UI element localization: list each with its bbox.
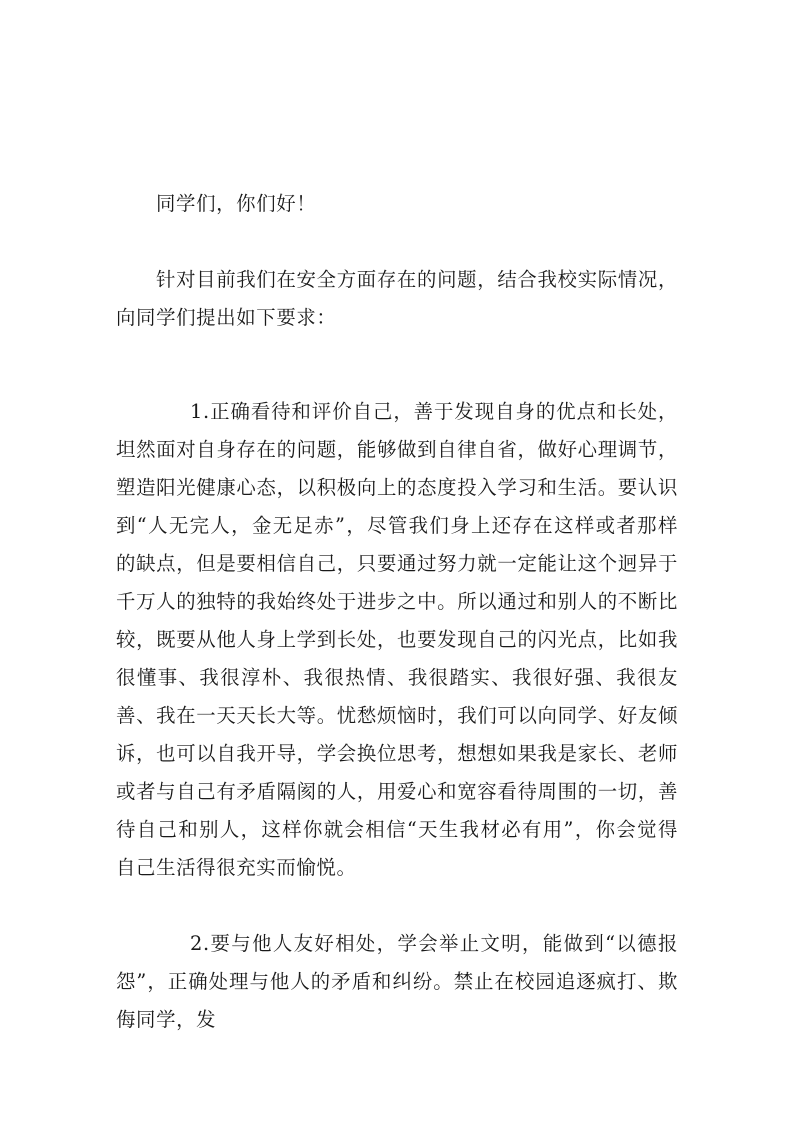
- greeting-paragraph: 同学们，你们好！: [156, 192, 317, 215]
- intro-paragraph: 针对目前我们在安全方面存在的问题，结合我校实际情况，向同学们提出如下要求：: [116, 268, 678, 329]
- requirement-item-2: 2.要与他人友好相处，学会举止文明，能做到“以德报怨”，正确处理与他人的矛盾和纠纷。禁止在校园追逐疯打、欺侮同学，发: [116, 932, 678, 1031]
- requirement-item-1: 1.正确看待和评价自己，善于发现自身的优点和长处，坦然面对自身存在的问题，能够做到自律自省，做好心理调节，塑造阳光健康心态，以积极向上的态度投入学习和生活。要认识到“人无完人，金无足赤”，尽管我们身上还存在这样或者那样的缺点，但是要相信自己，只要通过努力就一定能让这个迥异于千万人的独特的我始终处于进步之中。所以通过和别人的不断比较，既要从他人身上学到长处，也要发现自己的闪光点，比如我很懂事、我很淳朴、我很热情、我很踏实、我很好强、我很友善、我在一天天长大等。忧愁烦恼时，我们可以向同学、好友倾诉，也可以自我开导，学会换位思考，想想如果我是家长、老师或者与自己有矛盾隔阂的人，用爱心和宽容看待周围的一切，善待自己和别人，这样你就会相信“天生我材必有用”，你会觉得自己生活得很充实而愉悦。: [116, 400, 678, 879]
